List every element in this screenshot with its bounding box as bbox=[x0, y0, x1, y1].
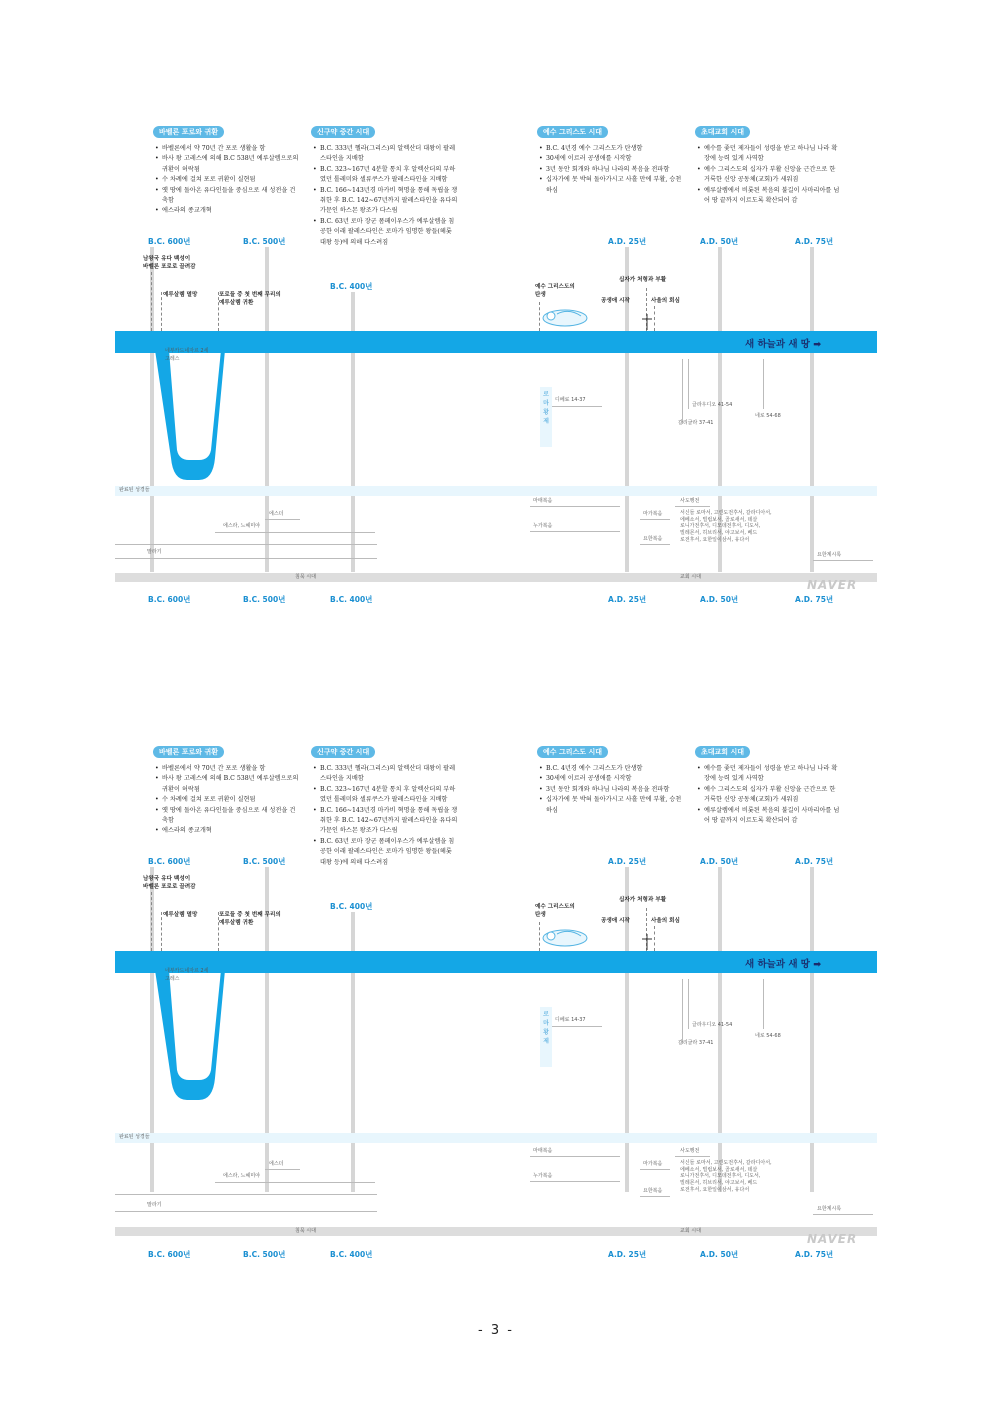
era-row bbox=[115, 573, 877, 582]
event-crucifixion: 십자가 처형과 부활 bbox=[619, 277, 667, 283]
ruler-caligula: 갈리굴라 37-41 bbox=[678, 1040, 714, 1046]
timeline-panel bbox=[115, 742, 877, 1259]
section-title-exile: 바벨론 포로와 귀환 bbox=[153, 746, 224, 758]
completed-books-label: 완료된 성경들 bbox=[119, 1134, 150, 1140]
section-title-jesus: 예수 그리스도 시대 bbox=[537, 746, 608, 758]
event-judah-exile: 남왕국 유다 백성이 바벨론 포로로 끌려감 bbox=[143, 256, 196, 270]
year-label-bottom-ad75: A.D. 75년 bbox=[795, 595, 834, 604]
claudius-tick bbox=[688, 979, 689, 1029]
year-label-ad75: A.D. 75년 bbox=[795, 857, 834, 866]
book-revelation: 요한계시록 bbox=[817, 552, 842, 558]
ruler-nebuchadnezzar: 네부카드네자르 2세 bbox=[165, 968, 209, 974]
mark-line bbox=[640, 1169, 670, 1170]
matthew-line bbox=[530, 506, 620, 507]
era-silent: 침묵 시대 bbox=[295, 574, 316, 580]
book-acts: 사도행전 bbox=[680, 498, 700, 504]
book-luke: 누가복음 bbox=[533, 1173, 553, 1179]
acts-line bbox=[675, 1156, 710, 1157]
ruler-claudius: 글라우디오 41-54 bbox=[692, 1022, 733, 1028]
esther-line bbox=[265, 519, 300, 520]
acts-line bbox=[675, 506, 710, 507]
manger-baby-icon bbox=[539, 304, 591, 330]
john-line bbox=[640, 1196, 670, 1197]
event-paul-conversion: 사울의 회심 bbox=[651, 298, 680, 304]
bullets-exile: • 바벨론에서 약 70년 간 포로 생활을 함 • 바사 왕 고레스에 의해 B.C 538년 예루살렘으로의 귀환이 허락됨 • 수 차례에 걸쳐 포로 귀환이 실현됨 • 옛 땅에 돌아온 유다인들을 중심으로 새 성전을 건축함 • 에스라의 종교개혁 bbox=[155, 144, 301, 217]
year-label-ad25: A.D. 25년 bbox=[608, 237, 647, 246]
mark-line bbox=[640, 519, 670, 520]
old-books-line bbox=[115, 1194, 377, 1195]
event-first-return: 포로들 중 첫 번째 무리의 예루살렘 귀환 bbox=[219, 292, 281, 306]
book-epistles: 서신들 로마서, 고린도전후서, 갈라디아서, 에베소서, 빌립보서, 골로새서, 데살 로니가전후서, 디모데전후서, 디도서, 빌레몬서, 히브리서, 야고보서, 베드 로전후서, 요한일이삼서, 유다서 bbox=[680, 510, 772, 543]
tiberius-line bbox=[552, 1026, 602, 1027]
book-mark: 마가복음 bbox=[643, 1161, 663, 1167]
era-church: 교회 시대 bbox=[680, 574, 701, 580]
manger-baby-icon bbox=[539, 924, 591, 950]
year-label-bottom-bc500: B.C. 500년 bbox=[243, 1250, 286, 1259]
esther-line bbox=[265, 1169, 300, 1170]
marker-exile bbox=[151, 272, 152, 331]
book-ezra-nehemiah: 에스라, 느헤미야 bbox=[223, 1173, 260, 1179]
book-matthew: 마태복음 bbox=[533, 498, 553, 504]
revelation-line bbox=[813, 560, 873, 561]
matthew-line bbox=[530, 1156, 620, 1157]
revelation-line bbox=[813, 1214, 873, 1215]
marker-return bbox=[218, 912, 219, 951]
exile-valley-shape bbox=[155, 970, 225, 1102]
ruler-cyrus: 고레스 bbox=[165, 976, 180, 982]
ruler-tiberius: 디베료 14-37 bbox=[555, 1017, 586, 1023]
cross-icon bbox=[641, 934, 653, 950]
ruler-nebuchadnezzar: 네부카드네자르 2세 bbox=[165, 348, 209, 354]
new-heaven-label: 새 하늘과 새 땅 ➡ bbox=[745, 339, 822, 350]
year-label-bottom-ad50: A.D. 50년 bbox=[700, 595, 739, 604]
year-label-bc600: B.C. 600년 bbox=[148, 857, 191, 866]
section-title-exile: 바벨론 포로와 귀환 bbox=[153, 126, 224, 138]
year-label-bottom-bc600: B.C. 600년 bbox=[148, 595, 191, 604]
year-label-bottom-bc400: B.C. 400년 bbox=[330, 595, 373, 604]
ezra-line bbox=[215, 1182, 375, 1183]
book-epistles: 서신들 로마서, 고린도전후서, 갈라디아서, 에베소서, 빌립보서, 골로새서, 데살 로니가전후서, 디모데전후서, 디도서, 빌레몬서, 히브리서, 야고보서, 베드 로전후서, 요한일이삼서, 유다서 bbox=[680, 1160, 772, 1193]
year-label-ad25: A.D. 25년 bbox=[608, 857, 647, 866]
year-label-bottom-ad50: A.D. 50년 bbox=[700, 1250, 739, 1259]
malachi-line bbox=[115, 558, 377, 559]
marker-fall bbox=[161, 292, 162, 331]
marker-fall bbox=[161, 912, 162, 951]
marker-paul bbox=[654, 926, 655, 951]
completed-books-row bbox=[115, 486, 877, 496]
claudius-tick bbox=[688, 359, 689, 409]
year-label-bottom-bc500: B.C. 500년 bbox=[243, 595, 286, 604]
book-john: 요한복음 bbox=[643, 536, 663, 542]
section-title-church: 초대교회 시대 bbox=[695, 126, 750, 138]
year-label-bc600: B.C. 600년 bbox=[148, 237, 191, 246]
section-title-intertestament: 신구약 중간 시대 bbox=[311, 126, 375, 138]
year-label-ad50: A.D. 50년 bbox=[700, 237, 739, 246]
year-label-bc500: B.C. 500년 bbox=[243, 857, 286, 866]
year-label-bc500: B.C. 500년 bbox=[243, 237, 286, 246]
bullets-intertestament: • B.C. 333년 헬라(그리스)의 알렉산더 대왕이 팔레스타인을 지배함 • B.C. 323~167년 4분할 통치 후 알렉산더의 부하였던 톨레미와 셀류쿠스가 팔레스타인을 지배함 • B.C. 166~143년경 마카비 혁명을 통해 독립을 쟁취한 후 B.C. 142~67년까지 팔레스타인을 유다의 가문인 하스몬 왕조가 다스림 • B.C. 63년 로마 장군 폼페이우스가 예루살렘을 침공한 이래 팔레스타인은 로마가 임명한 왕들(헤롯 대왕 등)에 의해 다스려짐 bbox=[313, 764, 459, 868]
bullets-intertestament: • B.C. 333년 헬라(그리스)의 알렉산더 대왕이 팔레스타인을 지배함 • B.C. 323~167년 4분할 통치 후 알렉산더의 부하였던 톨레미와 셀류쿠스가 팔레스타인을 지배함 • B.C. 166~143년경 마카비 혁명을 통해 독립을 쟁취한 후 B.C. 142~67년까지 팔레스타인을 유다의 가문인 하스몬 왕조가 다스림 • B.C. 63년 로마 장군 폼페이우스가 예루살렘을 침공한 이래 팔레스타인은 로마가 임명한 왕들(헤롯 대왕 등)에 의해 다스려짐 bbox=[313, 144, 459, 248]
old-books-line bbox=[115, 544, 377, 545]
roman-emperor-label: 로마황제 bbox=[543, 1011, 549, 1045]
book-acts: 사도행전 bbox=[680, 1148, 700, 1154]
year-line-ad75 bbox=[810, 247, 814, 572]
year-line-ad75 bbox=[810, 867, 814, 1192]
naver-logo: NAVER bbox=[807, 1232, 858, 1246]
year-label-bottom-bc400: B.C. 400년 bbox=[330, 1250, 373, 1259]
cross-icon bbox=[641, 314, 653, 330]
year-label-ad75: A.D. 75년 bbox=[795, 237, 834, 246]
nero-tick bbox=[763, 979, 764, 1029]
bullets-jesus: • B.C. 4년경 예수 그리스도가 탄생함 • 30세에 이르러 공생애를 시작함 • 3년 동안 회개와 하나님 나라의 복음을 전파함 • 십자가에 못 박혀 돌아가시고 사흘 만에 부활, 승천하심 bbox=[539, 144, 685, 196]
event-ministry-start: 공생애 시작 bbox=[601, 918, 630, 924]
event-paul-conversion: 사울의 회심 bbox=[651, 918, 680, 924]
tiberius-line bbox=[552, 406, 602, 407]
book-malachi: 말라기 bbox=[147, 1202, 162, 1208]
event-jerusalem-fall: 예루살렘 멸망 bbox=[163, 912, 198, 918]
book-revelation: 요한계시록 bbox=[817, 1206, 842, 1212]
section-title-church: 초대교회 시대 bbox=[695, 746, 750, 758]
event-jerusalem-fall: 예루살렘 멸망 bbox=[163, 292, 198, 298]
new-heaven-label: 새 하늘과 새 땅 ➡ bbox=[745, 959, 822, 970]
event-first-return: 포로들 중 첫 번째 무리의 예루살렘 귀환 bbox=[219, 912, 281, 926]
completed-books-row bbox=[115, 1133, 877, 1143]
event-judah-exile: 남왕국 유다 백성이 바벨론 포로로 끌려감 bbox=[143, 876, 196, 890]
timeline-panel bbox=[115, 122, 877, 602]
ruler-claudius: 글라우디오 41-54 bbox=[692, 402, 733, 408]
year-label-bc400: B.C. 400년 bbox=[330, 902, 373, 911]
year-line-ad25 bbox=[625, 247, 629, 572]
page-number: - 3 - bbox=[478, 1323, 514, 1338]
ruler-nero: 네로 54-68 bbox=[755, 413, 781, 419]
ezra-line bbox=[215, 532, 375, 533]
year-line-ad50 bbox=[718, 867, 722, 1192]
book-esther: 에스더 bbox=[269, 511, 284, 517]
ruler-caligula: 갈리굴라 37-41 bbox=[678, 420, 714, 426]
event-jesus-birth: 예수 그리스도의 탄생 bbox=[535, 284, 575, 298]
john-line bbox=[640, 544, 670, 545]
book-ezra-nehemiah: 에스라, 느헤미야 bbox=[223, 523, 260, 529]
section-title-intertestament: 신구약 중간 시대 bbox=[311, 746, 375, 758]
luke-line bbox=[530, 531, 620, 532]
book-malachi: 말라기 bbox=[147, 549, 162, 555]
year-label-ad50: A.D. 50년 bbox=[700, 857, 739, 866]
caligula-tick bbox=[682, 359, 683, 424]
bullets-exile: • 바벨론에서 약 70년 간 포로 생활을 함 • 바사 왕 고레스에 의해 B.C 538년 예루살렘으로의 귀환이 허락됨 • 수 차례에 걸쳐 포로 귀환이 실현됨 • 옛 땅에 돌아온 유다인들을 중심으로 새 성전을 건축함 • 에스라의 종교개혁 bbox=[155, 764, 301, 837]
era-church: 교회 시대 bbox=[680, 1228, 701, 1234]
bullets-church: • 예수를 좇던 제자들이 성령을 받고 하나님 나라 확장에 능력 있게 사역함 • 예수 그리스도의 십자가 부활 신앙을 근간으로 한 거룩한 신앙 공동체(교회)가 세워짐 • 예루살렘에서 비롯된 복음의 불길이 사마리아를 넘어 땅 끝까지 이르도록 확산되어 감 bbox=[697, 764, 843, 826]
era-row bbox=[115, 1227, 877, 1236]
year-label-bottom-ad25: A.D. 25년 bbox=[608, 595, 647, 604]
bullets-jesus: • B.C. 4년경 예수 그리스도가 탄생함 • 30세에 이르러 공생애를 시작함 • 3년 동안 회개와 하나님 나라의 복음을 전파함 • 십자가에 못 박혀 돌아가시고 사흘 만에 부활, 승천하심 bbox=[539, 764, 685, 816]
book-matthew: 마태복음 bbox=[533, 1148, 553, 1154]
luke-line bbox=[530, 1181, 620, 1182]
section-title-jesus: 예수 그리스도 시대 bbox=[537, 126, 608, 138]
naver-logo: NAVER bbox=[807, 578, 858, 592]
bullets-church: • 예수를 좇던 제자들이 성령을 받고 하나님 나라 확장에 능력 있게 사역함 • 예수 그리스도의 십자가 부활 신앙을 근간으로 한 거룩한 신앙 공동체(교회)가 세워짐 • 예루살렘에서 비롯된 복음의 불길이 사마리아를 넘어 땅 끝까지 이르도록 확산되어 감 bbox=[697, 144, 843, 206]
book-john: 요한복음 bbox=[643, 1188, 663, 1194]
year-label-bottom-ad25: A.D. 25년 bbox=[608, 1250, 647, 1259]
malachi-line bbox=[115, 1211, 377, 1212]
nero-tick bbox=[763, 359, 764, 409]
book-esther: 에스더 bbox=[269, 1161, 284, 1167]
event-jesus-birth: 예수 그리스도의 탄생 bbox=[535, 904, 575, 918]
ruler-tiberius: 디베료 14-37 bbox=[555, 397, 586, 403]
marker-exile bbox=[151, 892, 152, 951]
book-luke: 누가복음 bbox=[533, 523, 553, 529]
event-crucifixion: 십자가 처형과 부활 bbox=[619, 897, 667, 903]
book-mark: 마가복음 bbox=[643, 511, 663, 517]
marker-return bbox=[218, 292, 219, 331]
ruler-nero: 네로 54-68 bbox=[755, 1033, 781, 1039]
era-silent: 침묵 시대 bbox=[295, 1228, 316, 1234]
ruler-cyrus: 고레스 bbox=[165, 356, 180, 362]
event-ministry-start: 공생애 시작 bbox=[601, 298, 630, 304]
completed-books-label: 완료된 성경들 bbox=[119, 487, 150, 493]
caligula-tick bbox=[682, 979, 683, 1044]
year-label-bottom-bc600: B.C. 600년 bbox=[148, 1250, 191, 1259]
exile-valley-shape bbox=[155, 350, 225, 482]
year-line-ad25 bbox=[625, 867, 629, 1192]
year-label-bc400: B.C. 400년 bbox=[330, 282, 373, 291]
year-label-bottom-ad75: A.D. 75년 bbox=[795, 1250, 834, 1259]
marker-paul bbox=[654, 306, 655, 331]
roman-emperor-label: 로마황제 bbox=[543, 391, 549, 425]
